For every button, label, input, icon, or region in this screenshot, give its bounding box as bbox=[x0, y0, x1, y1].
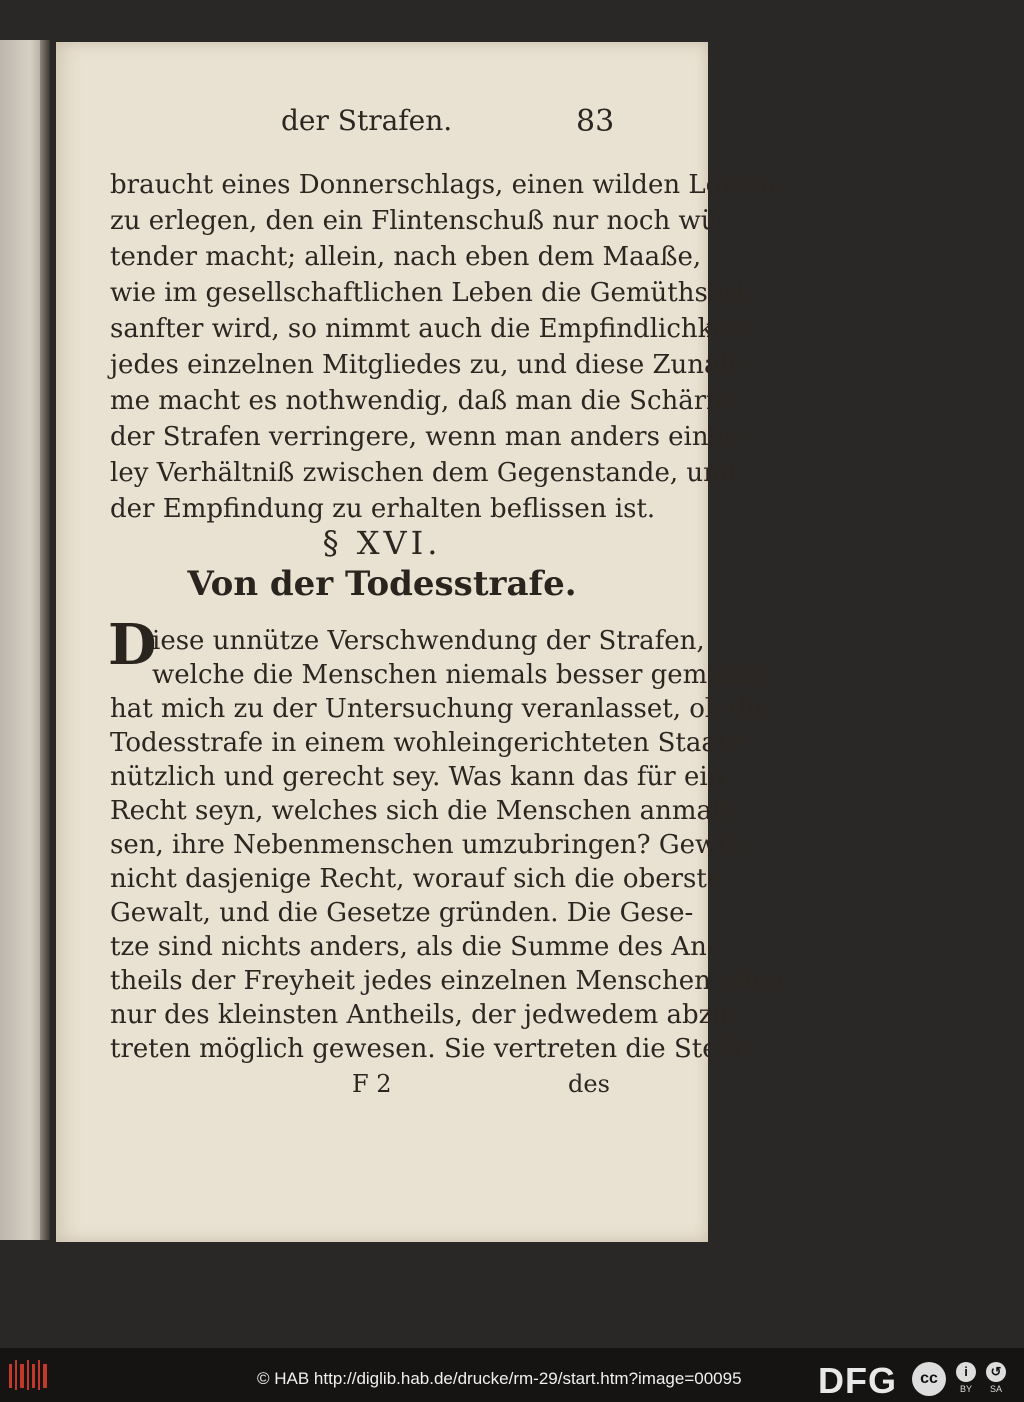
text-line: der Empfindung zu erhalten beflissen ist. bbox=[110, 494, 656, 524]
hab-barcode-icon bbox=[8, 1358, 48, 1392]
page-header bbox=[56, 104, 708, 144]
text-line: Recht seyn, welches sich die Menschen anmaß- bbox=[110, 796, 739, 826]
text-line: sen, ihre Nebenmenschen umzubringen? Gewiß bbox=[110, 830, 743, 860]
text-line: welche die Menschen niemals besser gemacht, bbox=[152, 660, 773, 690]
previous-page-edge bbox=[0, 40, 50, 1240]
catchword: des bbox=[568, 1070, 610, 1098]
text-line: Gewalt, und die Gesetze gründen. Die Gese- bbox=[110, 898, 694, 928]
person-icon: i bbox=[956, 1362, 976, 1382]
text-line: der Strafen verringere, wenn man anders einer- bbox=[110, 422, 746, 452]
text-line: treten möglich gewesen. Sie vertreten die Stelle bbox=[110, 1034, 750, 1064]
dfg-logo: DFG bbox=[818, 1360, 897, 1401]
by-license-icon bbox=[954, 1362, 978, 1394]
text-line: tender macht; allein, nach eben dem Maaße, bbox=[110, 242, 702, 272]
cc-license-icon[interactable]: cc bbox=[912, 1362, 946, 1396]
text-line: ley Verhältniß zwischen dem Gegenstande, und bbox=[110, 458, 737, 488]
share-alike-icon: ↺ bbox=[986, 1362, 1006, 1382]
source-link[interactable]: © HAB http://diglib.hab.de/drucke/rm-29/start.htm?image=00095 bbox=[257, 1369, 742, 1388]
text-line: me macht es nothwendig, daß man die Schärfe bbox=[110, 386, 732, 416]
text-line: nützlich und gerecht sey. Was kann das für ein bbox=[110, 762, 725, 792]
text-line: tze sind nichts anders, als die Summe des An- bbox=[110, 932, 716, 962]
drop-cap: D bbox=[108, 612, 157, 678]
section-title: Von der Todesstrafe. bbox=[187, 564, 577, 604]
by-label: BY bbox=[959, 1384, 972, 1394]
text-line: wie im gesellschaftlichen Leben die Gemüthsart bbox=[110, 278, 747, 308]
text-line: nicht dasjenige Recht, worauf sich die oberste bbox=[110, 864, 723, 894]
text-line: braucht eines Donnerschlags, einen wilden Löwen bbox=[110, 170, 776, 200]
page-number: 83 bbox=[576, 104, 615, 139]
sa-license-icon bbox=[984, 1362, 1008, 1394]
text-line: jedes einzelnen Mitgliedes zu, und diese Zunah- bbox=[110, 350, 746, 380]
text-line: zu erlegen, den ein Flintenschuß nur noch wü- bbox=[110, 206, 727, 236]
signature-mark: F 2 bbox=[352, 1070, 392, 1098]
book-page bbox=[56, 42, 788, 1242]
sa-label: SA bbox=[989, 1384, 1002, 1394]
text-line: theils der Freyheit jedes einzelnen Menschen, aber bbox=[110, 966, 788, 996]
text-line: Todesstrafe in einem wohleingerichteten Staate bbox=[110, 728, 743, 758]
text-line: iese unnütze Verschwendung der Strafen, bbox=[152, 626, 705, 656]
text-line: nur des kleinsten Antheils, der jedwedem abzu- bbox=[110, 1000, 738, 1030]
running-title: der Strafen. bbox=[281, 104, 453, 137]
text-line: sanfter wird, so nimmt auch die Empfindlichkeit bbox=[110, 314, 748, 344]
text-line: hat mich zu der Untersuchung veranlasset, ob die bbox=[110, 694, 771, 724]
section-number: § XVI. bbox=[322, 524, 442, 562]
